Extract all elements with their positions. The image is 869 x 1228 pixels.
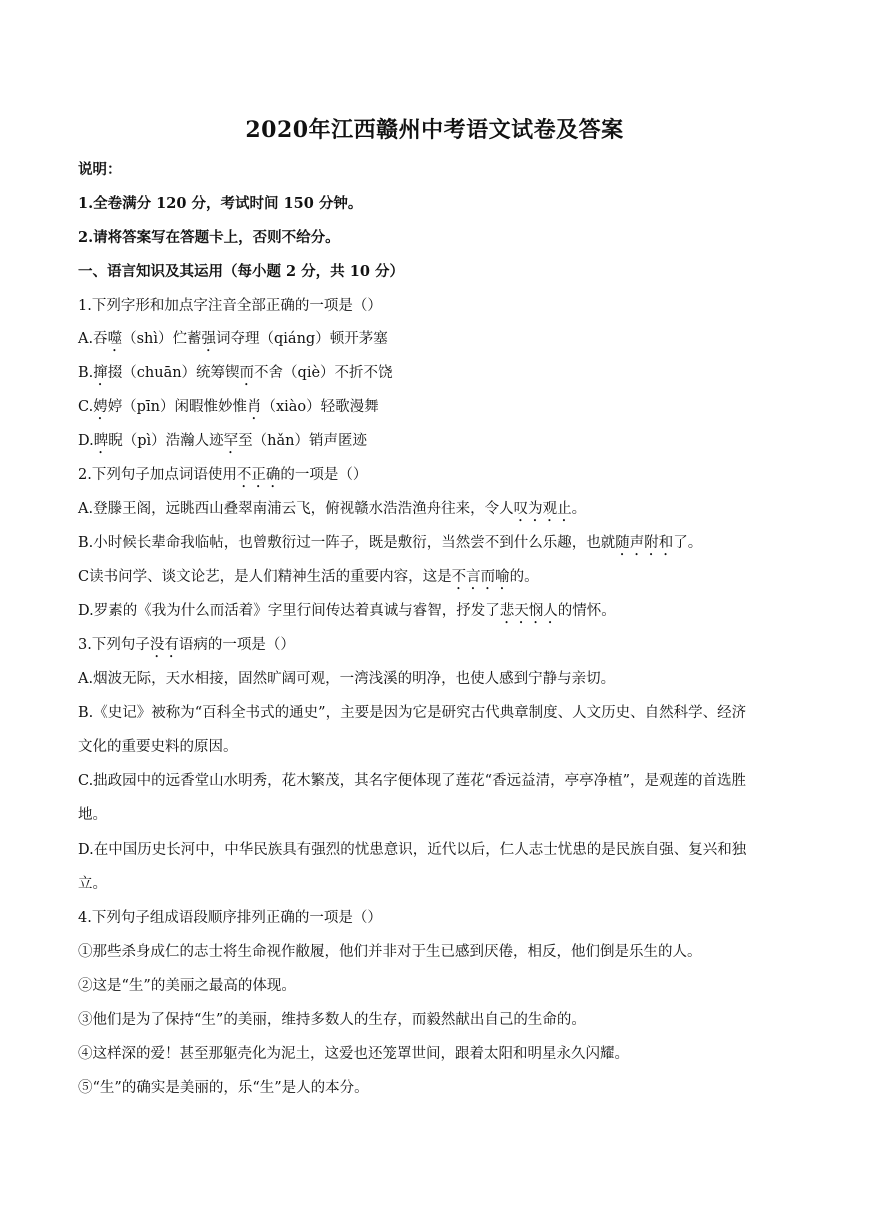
question-3-option-d-line-1: D.在中国历史长河中，中华民族具有强烈的忧患意识，近代以后，仁人志士忧患的是民族自强、复兴和独 (78, 842, 747, 858)
question-2-option-a (78, 499, 586, 525)
question-3-option-d-line-2: 立。 (78, 876, 107, 892)
question-3-option-a: A.烟波无际，天水相接，固然旷阔可观，一湾浅溪的明净，也使人感到宁静与亲切。 (78, 671, 616, 687)
question-3-option-b-line-1: B.《史记》被称为“百科全书式的通史”，主要是因为它是研究古代典章制度、人文历史、自然科学、经济 (78, 705, 747, 721)
text-segment: 掇（chuān）统筹锲 (107, 365, 240, 381)
question-4-sentence-1: ①那些杀身成仁的志士将生命视作敝履，他们并非对于生已感到厌倦，相反，他们倒是乐生的人。 (78, 944, 702, 960)
question-4-sentence-3: ③他们是为了保持“生”的美丽，维持多数人的生存，而毅然献出自己的生命的。 (78, 1012, 586, 1028)
text-segment: A.登滕王阁，远眺西山叠翠南浦云飞，俯视赣水浩浩渔舟往来，令人 (78, 501, 514, 517)
text-segment: （shì）伫蓄 (122, 331, 202, 347)
text-segment: 睨（pì）浩瀚人迹 (108, 433, 224, 449)
dotted-char: 娉 (93, 399, 108, 415)
text-segment: 婷（pīn）闲暇惟妙惟 (107, 399, 247, 415)
text-segment: B. (78, 365, 94, 381)
question-1-option-d (78, 431, 367, 457)
text-segment: C读书问学、谈文论艺，是人们精神生活的重要内容，这是 (78, 569, 452, 585)
instruction-item-2: 2.请将答案写在答题卡上，否则不给分。 (78, 229, 340, 246)
question-2-stem (78, 465, 367, 491)
text-segment: 不舍（qiè）不折不饶 (254, 365, 393, 381)
page-title: 2020年江西赣州中考语文试卷及答案 (245, 117, 624, 143)
dotted-char: 肖 (246, 399, 262, 415)
question-4-sentence-2: ②这是“生”的美丽之最高的体现。 (78, 978, 296, 994)
question-3-stem (78, 635, 295, 661)
question-3-option-c-line-2: 地。 (78, 807, 107, 823)
dotted-char: 睥 (93, 433, 109, 449)
text-segment: 的情怀。 (557, 603, 616, 619)
dotted-text: 不言而喻 (451, 569, 510, 585)
dotted-char: 强 (201, 331, 217, 347)
text-segment: 至（hǎn）销声匿迹 (238, 433, 367, 449)
question-1-option-c (78, 397, 379, 423)
dotted-text: 叹为观止 (513, 501, 572, 517)
dotted-text: 悲天悯人 (499, 603, 558, 619)
question-1-option-a (78, 329, 388, 355)
question-4-sentence-4: ④这样深的爱！甚至那躯壳化为泥土，这爱也还笼罩世间，跟着太阳和明星永久闪耀。 (78, 1046, 629, 1062)
text-segment: 词夺理（qiáng）顿开茅塞 (216, 331, 388, 347)
dotted-text: 不正确 (236, 467, 281, 483)
dotted-text: 随声附和 (615, 535, 674, 551)
dotted-char: 撺 (93, 365, 108, 381)
question-4-stem: 4.下列句子组成语段顺序排列正确的一项是（） (78, 910, 382, 926)
question-1-option-b (78, 363, 393, 389)
instruction-item-1: 1.全卷满分 120 分，考试时间 150 分钟。 (78, 195, 363, 212)
text-segment: 2.下列句子加点词语使用 (78, 467, 237, 483)
dotted-char: 噬 (107, 331, 123, 347)
dotted-text: 没有 (149, 637, 179, 653)
question-1-stem: 1.下列字形和加点字注音全部正确的一项是（） (78, 298, 382, 314)
section-heading: 一、语言知识及其运用（每小题 2 分，共 10 分） (78, 263, 404, 280)
dotted-char: 而 (239, 365, 255, 381)
text-segment: 3.下列句子 (78, 637, 150, 653)
question-3-option-c-line-1: C.拙政园中的远香堂山水明秀，花木繁茂，其名字便体现了莲花“香远益清，亭亭净植”，是观莲的首选胜 (78, 773, 747, 789)
text-segment: （xiào）轻歌漫舞 (261, 399, 379, 415)
question-4-sentence-5: ⑤“生”的确实是美丽的，乐“生”是人的本分。 (78, 1080, 369, 1096)
text-segment: 的。 (509, 569, 539, 585)
question-2-option-d (78, 601, 616, 627)
text-segment: 。 (571, 501, 587, 517)
text-segment: D.罗素的《我为什么而活着》字里行间传达着真诚与睿智，抒发了 (78, 603, 500, 619)
question-3-option-b-line-2: 文化的重要史料的原因。 (78, 739, 238, 755)
dotted-char: 罕 (223, 433, 239, 449)
text-segment: A.吞 (78, 331, 108, 347)
text-segment: C. (78, 399, 94, 415)
text-segment: B.小时候长辈命我临帖，也曾敷衍过一阵子，既是敷衍，当然尝不到什么乐趣，也就 (78, 535, 616, 551)
text-segment: 的一项是（） (280, 467, 368, 483)
question-2-option-b (78, 533, 702, 559)
question-2-option-c (78, 567, 539, 593)
text-segment: D. (78, 433, 94, 449)
text-segment: 语病的一项是（） (178, 637, 295, 653)
instructions-heading: 说明： (78, 161, 122, 178)
text-segment: 了。 (673, 535, 703, 551)
